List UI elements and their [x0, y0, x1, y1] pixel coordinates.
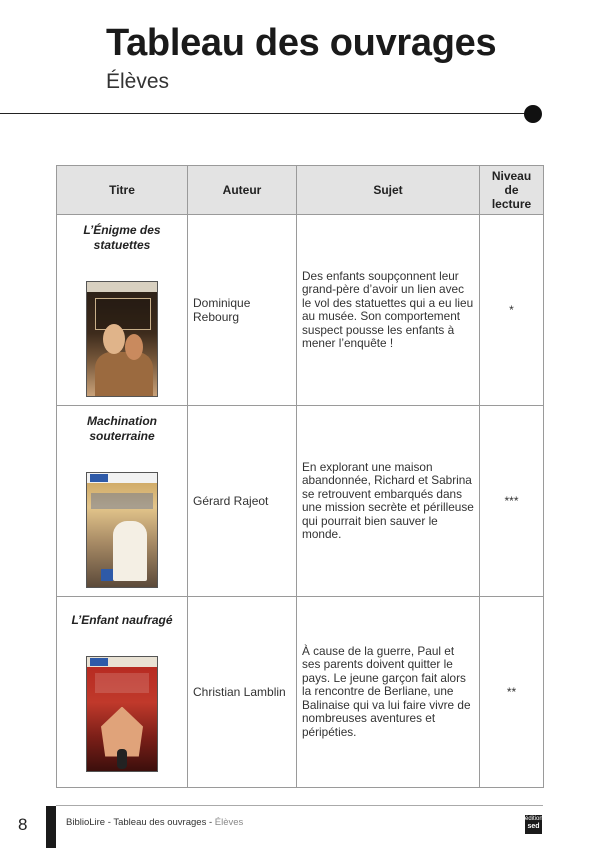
header-rule: [0, 113, 530, 114]
subject-cell: En explorant une maison abandonnée, Richard et Sabrina se retrouvent embarqués dans une mission secrète et périlleuse qui pourrait bien sauver le monde.: [297, 406, 480, 597]
book-cover-image: [86, 656, 158, 772]
title-cell: [57, 406, 188, 597]
reading-level-cell: **: [480, 597, 544, 788]
footer-separator: -: [206, 817, 215, 828]
column-header-subject: Sujet: [297, 166, 480, 215]
footer-caption: [66, 817, 243, 828]
reading-level-cell: *: [480, 215, 544, 406]
page-title: Tableau des ouvrages: [106, 22, 497, 64]
footer-audience: Élèves: [214, 817, 244, 828]
table-row: [57, 406, 544, 597]
table-header-row: [57, 166, 544, 215]
column-header-title: Titre: [57, 166, 188, 215]
subject-cell: Des enfants soupçonnent leur grand-père d’avoir un lien avec le vol des statuettes qui a eu lieu au musée. Son comportement suspect pousse les enfants à mener l’enquête !: [297, 215, 480, 406]
title-cell: [57, 215, 188, 406]
title-cell: [57, 597, 188, 788]
column-header-author: Auteur: [188, 166, 297, 215]
header-rule-dot: [524, 105, 542, 123]
table-row: [57, 597, 544, 788]
reading-level-cell: ***: [480, 406, 544, 597]
footer-rule: [56, 805, 543, 806]
book-cover-image: [86, 281, 158, 397]
footer-doc-title: Tableau des ouvrages: [113, 817, 207, 828]
author-cell: Dominique Rebourg: [188, 215, 297, 406]
footer-separator: -: [105, 817, 114, 828]
page-subtitle: Élèves: [106, 70, 170, 93]
book-title: L’Enfant naufragé: [71, 612, 173, 627]
author-cell: Gérard Rajeot: [188, 406, 297, 597]
author-cell: Christian Lamblin: [188, 597, 297, 788]
page-number: 8: [18, 815, 28, 834]
footer-series: BiblioLire: [66, 817, 106, 828]
publisher-logo: éditions sed: [525, 815, 542, 834]
books-table: [56, 165, 544, 788]
book-title: L’Énigme des statuettes: [83, 223, 161, 252]
book-cover-image: [86, 472, 158, 588]
table-row: [57, 215, 544, 406]
subject-cell: À cause de la guerre, Paul et ses parents doivent quitter le pays. Le jeune garçon fait alors la rencontre de Berliane, une Balinaise qui va lui faire vivre de nombreuses aventures et péripéties.: [297, 597, 480, 788]
footer-bar: [46, 806, 56, 848]
column-header-level: Niveau de lecture: [480, 166, 544, 215]
book-title: Machination souterraine: [86, 414, 157, 443]
